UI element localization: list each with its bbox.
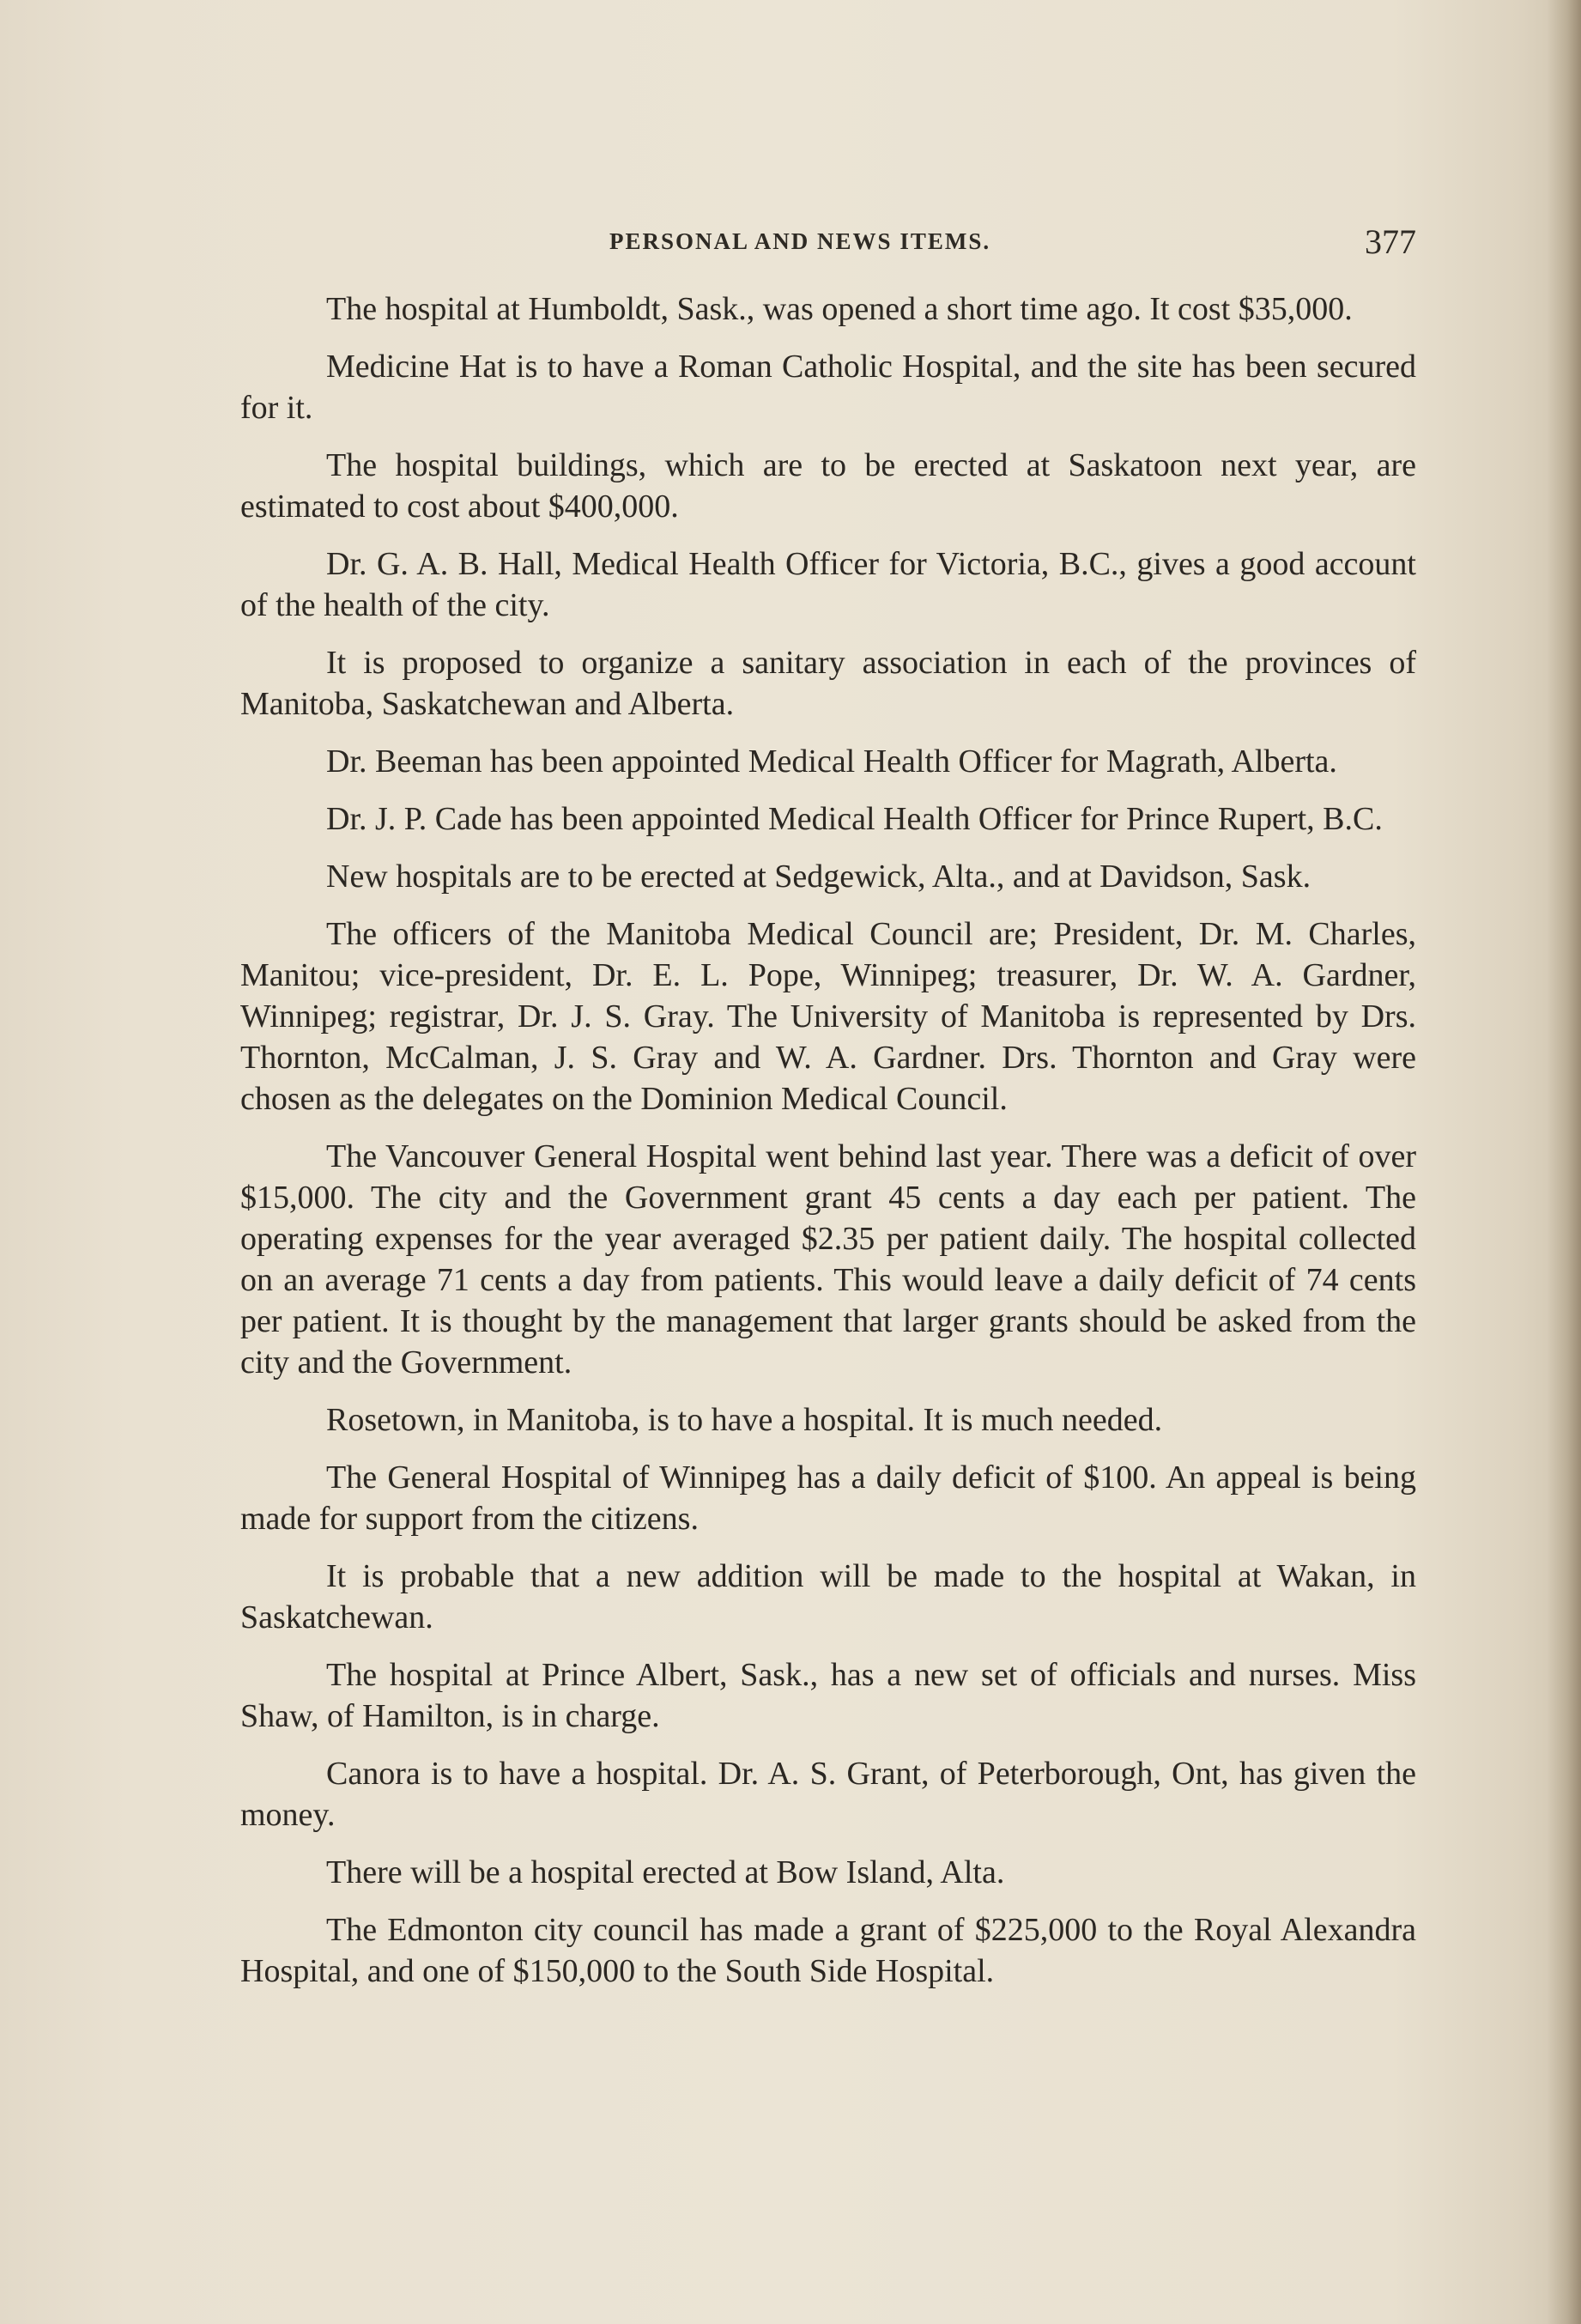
news-item: The hospital at Prince Albert, Sask., has a new set of officials and nurses. Miss Shaw, of Hamilton, is in charge. — [240, 1657, 1416, 1734]
news-item: Canora is to have a hospital. Dr. A. S. Grant, of Peterborough, Ont, has given the money. — [240, 1756, 1416, 1833]
page-header — [240, 221, 1416, 273]
news-item: The hospital buildings, which are to be erected at Saskatoon next year, are estimated to cost about $400,000. — [240, 447, 1416, 525]
news-item: The officers of the Manitoba Medical Council are; President, Dr. M. Charles, Manitou; vice-president, Dr. E. L. Pope, Winnipeg; treasurer, Dr. W. A. Gardner, Winnipeg; registrar, Dr. J. S. Gray. The University of Manitoba is represented by Drs. Thornton, McCalman, J. S. Gray and W. A. Gardner. Drs. Thornton and Gray were chosen as the delegates on the Dominion Medical Council. — [240, 916, 1416, 1117]
page-number: 377 — [1365, 222, 1416, 261]
news-item: Dr. G. A. B. Hall, Medical Health Officer for Victoria, B.C., gives a good account of the health of the city. — [240, 546, 1416, 623]
news-item: Dr. Beeman has been appointed Medical Health Officer for Magrath, Alberta. — [326, 743, 1337, 780]
page-edge-shadow — [1547, 0, 1581, 2324]
running-head: PERSONAL AND NEWS ITEMS. — [609, 228, 991, 254]
news-item: It is proposed to organize a sanitary association in each of the provinces of Manitoba, Saskatchewan and Alberta. — [240, 645, 1416, 722]
news-item: New hospitals are to be erected at Sedgewick, Alta., and at Davidson, Sask. — [326, 859, 1311, 895]
news-item: The General Hospital of Winnipeg has a daily deficit of $100. An appeal is being made for support from the citizens. — [240, 1459, 1416, 1537]
news-items — [240, 288, 1416, 2008]
news-item: The hospital at Humboldt, Sask., was opened a short time ago. It cost $35,000. — [326, 291, 1353, 327]
news-item: Rosetown, in Manitoba, is to have a hospital. It is much needed. — [326, 1402, 1163, 1438]
news-item: Medicine Hat is to have a Roman Catholic Hospital, and the site has been secured for it. — [240, 349, 1416, 426]
news-item: It is probable that a new addition will be made to the hospital at Wakan, in Saskatchewan. — [240, 1558, 1416, 1635]
news-item: The Edmonton city council has made a grant of $225,000 to the Royal Alexandra Hospital, and one of $150,000 to the South Side Hospital. — [240, 1912, 1416, 1989]
news-item: Dr. J. P. Cade has been appointed Medical Health Officer for Prince Rupert, B.C. — [326, 801, 1383, 837]
news-item: The Vancouver General Hospital went behind last year. There was a deficit of over $15,000. The city and the Government grant 45 cents a day each per patient. The operating expenses for the year averaged $2.35 per patient daily. The hospital collected on an average 71 cents a day from patients. This would leave a daily deficit of 74 cents per patient. It is thought by the management that larger grants should be asked from the city and the Government. — [240, 1138, 1416, 1380]
news-item: There will be a hospital erected at Bow Island, Alta. — [326, 1854, 1005, 1890]
